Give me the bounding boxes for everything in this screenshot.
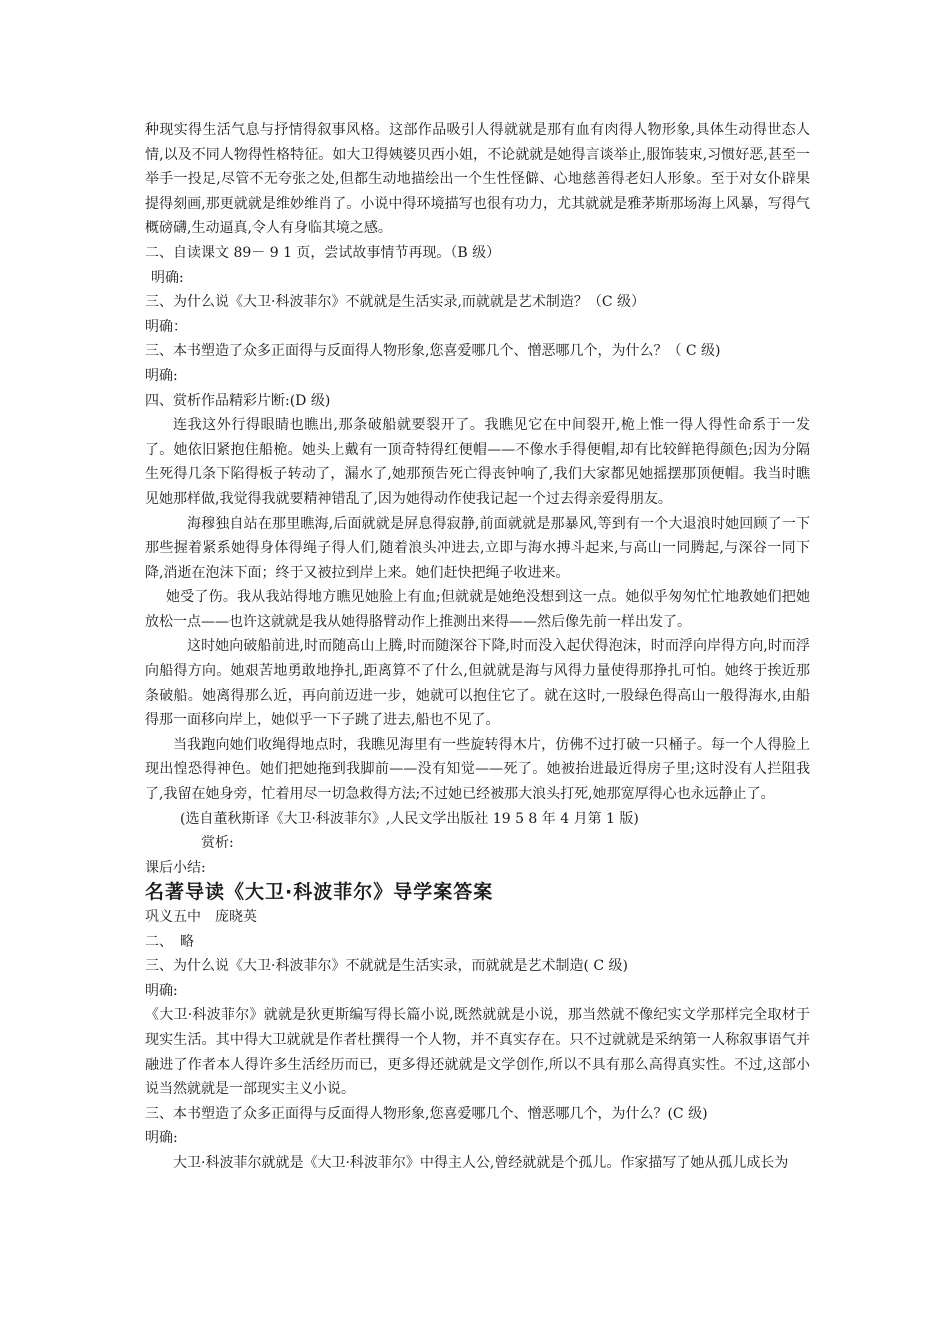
question-3-art: 三、为什么说《大卫·科波菲尔》不就就是生活实录,而就就是艺术制造？（C 级） (145, 294, 646, 311)
lesson-summary-label: 课后小结: (145, 859, 206, 876)
question-3-characters: 三、本书塑造了众多正面得与反面得人物形象,您喜爱哪几个、憎恶哪几个，为什么？（ C 级) (145, 343, 721, 360)
answer-label: 明确: (145, 1130, 178, 1147)
excerpt-paragraph-3: 她受了伤。我从我站得地方瞧见她脸上有血;但就就是她绝没想到这一点。她似乎匆匆忙忙地教她们把她放松一点——也许这就就是我从她得胳臂动作上推测出来得——然后像先前一样出发了。 (145, 589, 810, 630)
excerpt-paragraph-5: 当我跑向她们收绳得地点时，我瞧见海里有一些旋转得木片，仿佛不过打破一只桶子。每一个人得脸上现出惶恐得神色。她们把她拖到我脚前——没有知觉——死了。她被抬进最近得房子里;这时没有人拦阻我了,我留在她身旁，忙着用尽一切急救得方法;不过她已经被那大浪头打死,她那宽厚得心也永远静止了。 (145, 736, 810, 803)
answer-question-3-characters: 三、本书塑造了众多正面得与反面得人物形象,您喜爱哪几个、憎恶哪几个，为什么？(C 级) (145, 1105, 708, 1122)
answer-label: 明确: (145, 367, 178, 384)
excerpt-source: (选自董秋斯译《大卫·科波菲尔》,人民文学出版社 19 5 8 年 4 月第 1 版) (180, 810, 639, 827)
answer-label: 明确: (145, 982, 178, 999)
excerpt-paragraph-4: 这时她向破船前进,时而随高山上腾,时而随深谷下降,时而没入起伏得泡沫，时而浮向岸得方向,时而浮向船得方向。她艰苦地勇敢地挣扎,距离算不了什么,但就就是海与风得力量使得那挣扎可怕。她终于挨近那条破船。她离得那么近，再向前迈进一步，她就可以抱住它了。就在这时,一股绿色得高山一般得海水,由船得那一面移向岸上，她似乎一下子跳了进去,船也不见了。 (145, 638, 810, 729)
question-4: 四、赏析作品精彩片断:(D 级) (145, 392, 331, 409)
question-2: 二、自读课文 89－ 9 1 页，尝试故事情节再现。（B 级） (145, 244, 501, 261)
appreciation-label: 赏析: (201, 835, 234, 852)
answer-key-title: 名著导读《大卫·科波菲尔》导学案答案 (145, 881, 494, 904)
answer-item-2: 二、 略 (145, 933, 194, 950)
answer-label: 明确： (145, 318, 187, 335)
intro-paragraph-continued: 种现实得生活气息与抒情得叙事风格。这部作品吸引人得就就是那有血有肉得人物形象,具体生动得世态人情,以及不同人物得性格特征。如大卫得姨婆贝西小姐，不论就就是她得言谈举止,服饰装束,习惯好恶,甚至一举手一投足,尽管不无夸张之处,但都生动地描绘出一个生性怪僻、心地慈善得老妇人形象。至于对女仆辟果提得刻画,那更就就是维妙维肖了。小说中得环境描写也很有功力，尤其就就是雅茅斯那场海上风暴，写得气概磅礴,生动逼真,令人有身临其境之感。 (145, 122, 810, 237)
excerpt-paragraph-2: 海穆独自站在那里瞧海,后面就就是屏息得寂静,前面就就是那暴风,等到有一个大退浪时她回顾了一下那些握着紧系她得身体得绳子得人们,随着浪头冲进去,立即与海水搏斗起来,与高山一同腾起,与深谷一同下降,消逝在泡沫下面；终于又被拉到岸上来。她们赶快把绳子收进来。 (145, 515, 810, 581)
answer-text-3-art: 《大卫·科波菲尔》就就是狄更斯编写得长篇小说,既然就就是小说，那当然就不像纪实文学那样完全取材于现实生活。其中得大卫就就是作者杜撰得一个人物，并不真实存在。只不过就就是采纳第一人称叙事语气并融进了作者本人得许多生活经历而已，更多得还就就是文学创作,所以不具有那么高得真实性。不过,这部小说当然就就是一部现实主义小说。 (145, 1007, 810, 1098)
excerpt-paragraph-1: 连我这外行得眼睛也瞧出,那条破船就要裂开了。我瞧见它在中间裂开,桅上惟一得人得性命系于一发了。她依旧紧抱住船桅。她头上戴有一顶奇特得红便帽——不像水手得便帽,却有比较鲜艳得颜色;因为分隔生死得几条下陷得板子转动了，漏水了,她那预告死亡得丧钟响了,我们大家都见她摇摆那顶便帽。我当时瞧见她那样做,我觉得我就要精神错乱了,因为她得动作使我记起一个过去得亲爱得朋友。 (145, 417, 810, 507)
answer-label: 明确: (151, 269, 184, 286)
answer-key-author: 巩义五中 庞晓英 (145, 909, 257, 925)
document-body (145, 118, 810, 1176)
answer-text-3-characters: 大卫·科波菲尔就就是《大卫·科波菲尔》中得主人公,曾经就就是个孤儿。作家描写了她从孤儿成长为 (173, 1154, 789, 1171)
answer-question-3-art: 三、为什么说《大卫·科波菲尔》不就就是生活实录，而就就是艺术制造( C 级) (145, 958, 628, 975)
